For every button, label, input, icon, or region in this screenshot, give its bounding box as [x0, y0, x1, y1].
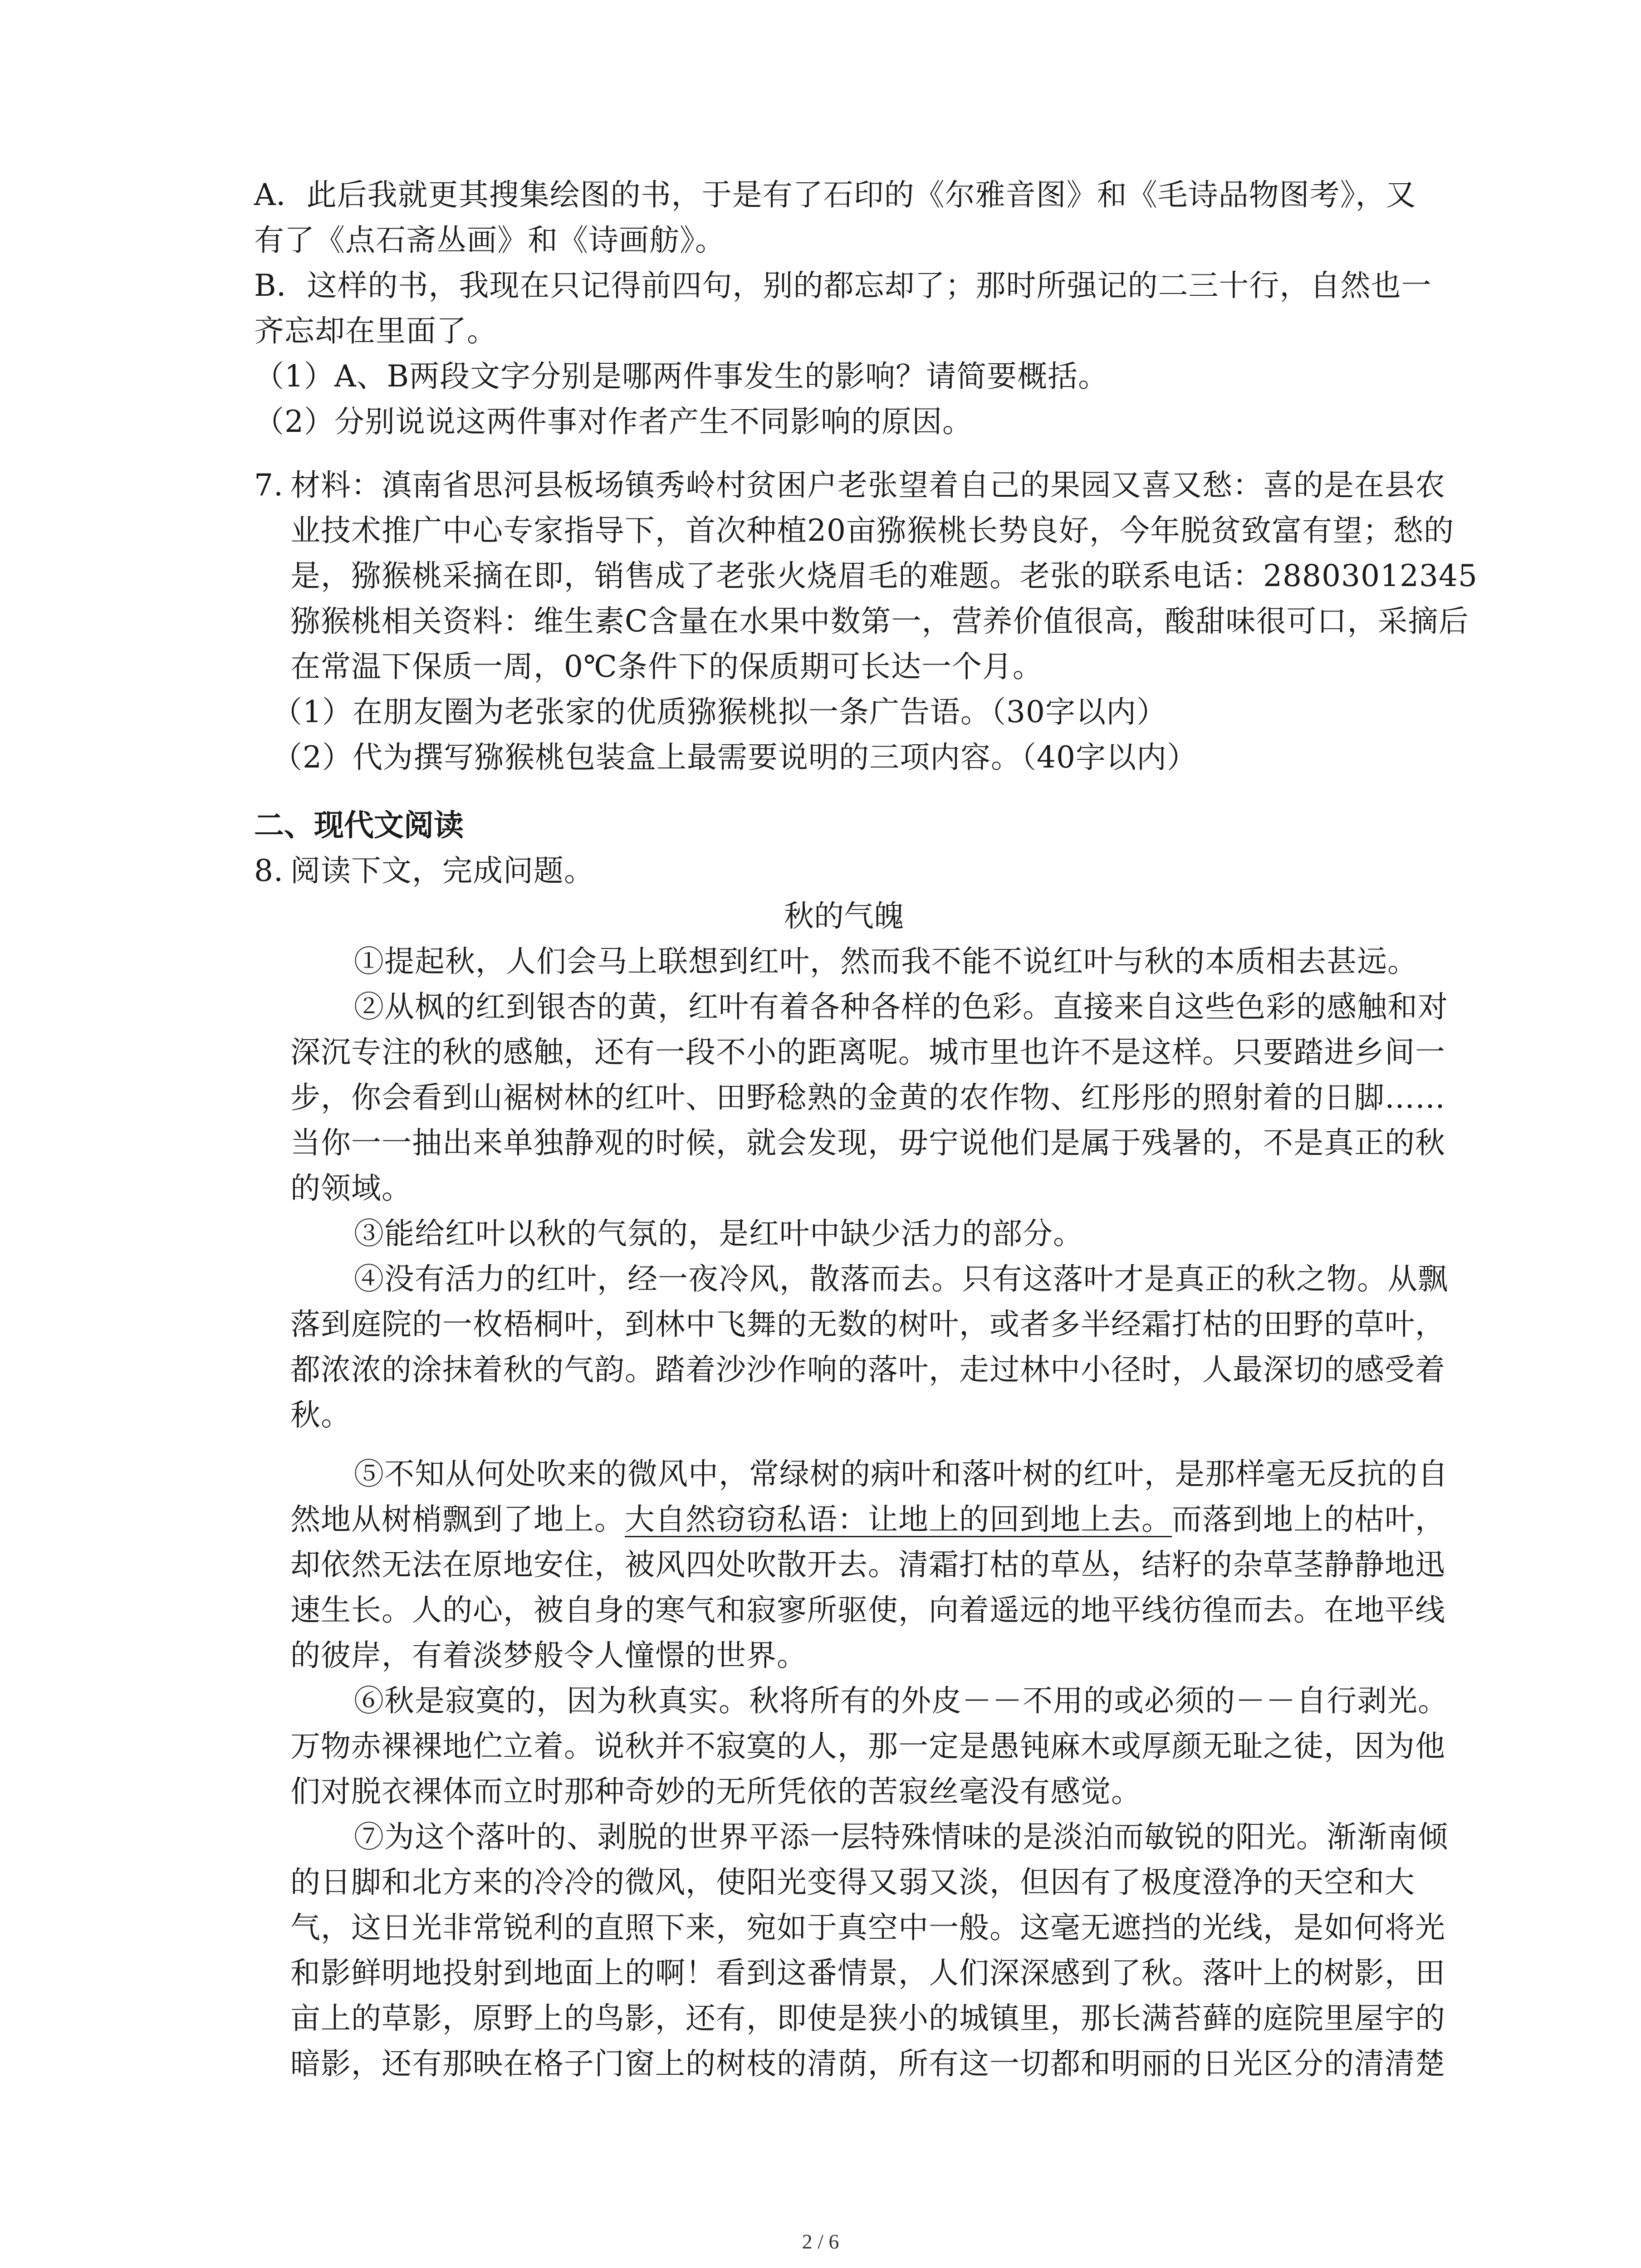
- paragraph-2-line: 的领域。: [290, 1171, 412, 1206]
- paragraph-4: [290, 1256, 1448, 1438]
- paragraph-5-line: 速生长。人的心，被自身的寒气和寂寥所驱使，向着遥远的地平线彷徨而去。在地平线: [290, 1593, 1445, 1628]
- paragraph-4-line: 落到庭院的一枚梧桐叶，到林中飞舞的无数的树叶，或者多半经霜打枯的田野的草叶，: [290, 1307, 1445, 1342]
- paragraph-7-line: 暗影，还有那映在格子门窗上的树枝的清荫，所有这一切都和明丽的日光区分的清清楚: [290, 2046, 1445, 2081]
- paragraph-6-line: ⑥秋是寂寞的，因为秋真实。秋将所有的外皮－－不用的或必须的－－自行剥光。: [354, 1683, 1448, 1718]
- paragraph-7: [290, 1814, 1448, 2087]
- q8-number: 8.: [254, 853, 284, 888]
- paragraph-5-text: 而落到地上的枯叶，: [1172, 1502, 1445, 1537]
- q7-line3: 是，猕猴桃采摘在即，销售成了老张火烧眉毛的难题。老张的联系电话：28803012345: [290, 558, 1478, 593]
- q6-sub-question-1: （1）A、B两段文字分别是哪两件事发生的影响？请简要概括。: [254, 359, 1109, 394]
- paragraph-2-line: 当你一一抽出来单独静观的时候，就会发现，毋宁说他们是属于残暑的，不是真正的秋: [290, 1125, 1445, 1160]
- paragraph-5-line: ⑤不知从何处吹来的微风中，常绿树的病叶和落叶树的红叶，是那样毫无反抗的自: [354, 1457, 1448, 1491]
- page-number: 2 / 6: [802, 2230, 839, 2253]
- q8-prompt: 阅读下文，完成问题。: [290, 853, 594, 888]
- paragraph-1: ①提起秋，人们会马上联想到红叶，然而我不能不说红叶与秋的本质相去甚远。: [354, 944, 1418, 979]
- q6-block: [254, 172, 1432, 445]
- paragraph-6-line: 万物赤裸裸地伫立着。说秋并不寂寞的人，那一定是愚钝麻木或厚颜无耻之徒，因为他: [290, 1729, 1445, 1764]
- paragraph-4-line: 都浓浓的涂抹着秋的气韵。踏着沙沙作响的落叶，走过林中小径时，人最深切的感受着: [290, 1352, 1445, 1387]
- page-content: [254, 172, 1478, 2087]
- q7-block: [254, 463, 1478, 780]
- paragraph-5: [290, 1452, 1448, 1678]
- q7-number: 7.: [254, 468, 284, 503]
- q8-prompt-line: [254, 848, 1416, 894]
- q8-block: [254, 848, 1448, 2087]
- paragraph-7-line: 气，这日光非常锐利的直照下来，宛如于真空中一般。这毫无遮挡的光线，是如何将光: [290, 1910, 1445, 1945]
- paragraph-2-line: ②从枫的红到银杏的黄，红叶有着各种各样的色彩。直接来自这些色彩的感触和对: [354, 989, 1448, 1024]
- paragraph-7-line: 和影鲜明地投射到地面上的啊！看到这番情景，人们深深感到了秋。落叶上的树影，田: [290, 1955, 1445, 1990]
- paragraph-2-line: 深沉专注的秋的感触，还有一段不小的距离呢。城市里也许不是这样。只要踏进乡间一: [290, 1035, 1445, 1070]
- paragraph-7-line: 亩上的草影，原野上的鸟影，还有，即使是狭小的城镇里，那长满苔藓的庭院里屋宇的: [290, 2001, 1445, 2036]
- q7-text-line1: 材料：滇南省思河县板场镇秀岭村贫困户老张望着自己的果园又喜又愁：喜的是在县农: [290, 468, 1445, 503]
- passage-body: [254, 939, 1448, 2087]
- paragraph-4-line: ④没有活力的红叶，经一夜冷风，散落而去。只有这落叶才是真正的秋之物。从飘: [354, 1261, 1448, 1296]
- paragraph-6-line: 们对脱衣裸体而立时那种奇妙的无所凭依的苦寂丝毫没有感觉。: [290, 1774, 1141, 1809]
- paragraph-5-line-underlined-row: [290, 1497, 1445, 1542]
- passage-title: 秋的气魄: [784, 899, 904, 934]
- section-title: 二、现代文阅读: [254, 808, 464, 843]
- paragraph-7-line: ⑦为这个落叶的、剥脱的世界平添一层特殊情味的是淡泊而敏锐的阳光。渐渐南倾: [354, 1819, 1448, 1854]
- paragraph-5-line: 却依然无法在原地安住，被风四处吹散开去。清霜打枯的草丛，结籽的杂草茎静静地迅: [290, 1547, 1445, 1582]
- paragraph-3: ③能给红叶以秋的气氛的，是红叶中缺少活力的部分。: [354, 1216, 1083, 1251]
- q7-line5: 在常温下保质一周，0℃条件下的保质期可长达一个月。: [290, 649, 1043, 684]
- q7-line2: 业技术推广中心专家指导下，首次种植20亩猕猴桃长势良好，今年脱贫致富有望；愁的: [290, 513, 1454, 548]
- paragraph-5-line: 的彼岸，有着淡梦般令人憧憬的世界。: [290, 1638, 807, 1673]
- paragraph-2: [290, 984, 1448, 1211]
- q7-line4: 猕猴桃相关资料：维生素C含量在水果中数第一，营养价值很高，酸甜味很可口，采摘后: [290, 604, 1469, 639]
- q7-line1: [254, 463, 1445, 508]
- q6-option-a-line2: 有了《点石斋丛画》和《诗画舫》。: [254, 223, 725, 258]
- q6-option-a-line1: A．此后我就更其搜集绘图的书，于是有了石印的《尔雅音图》和《毛诗品物图考》，又: [254, 177, 1416, 212]
- q7-sub-question-2: （2）代为撰写猕猴桃包装盒上最需要说明的三项内容。（40字以内）: [272, 740, 1197, 775]
- paragraph-6: [290, 1678, 1448, 1814]
- q7-sub-question-1: （1）在朋友圈为老张家的优质猕猴桃拟一条广告语。（30字以内）: [272, 694, 1167, 729]
- q6-option-b-line2: 齐忘却在里面了。: [254, 313, 497, 348]
- paragraph-7-line: 的日脚和北方来的冷冷的微风，使阳光变得又弱又淡，但因有了极度澄净的天空和大: [290, 1865, 1415, 1900]
- paragraph-4-line: 秋。: [290, 1398, 351, 1432]
- q6-option-b-line1: B．这样的书，我现在只记得前四句，别的都忘却了；那时所强记的二三十行，自然也一: [254, 268, 1432, 303]
- q6-sub-question-2: （2）分别说说这两件事对作者产生不同影响的原因。: [254, 404, 973, 439]
- underlined-sentence: 大自然窃窃私语：让地上的回到地上去。: [625, 1502, 1172, 1537]
- paragraph-2-line: 步，你会看到山裾树林的红叶、田野稔熟的金黄的农作物、红彤彤的照射着的日脚……: [290, 1080, 1445, 1115]
- paragraph-5-text: 然地从树梢飘到了地上。: [290, 1502, 625, 1537]
